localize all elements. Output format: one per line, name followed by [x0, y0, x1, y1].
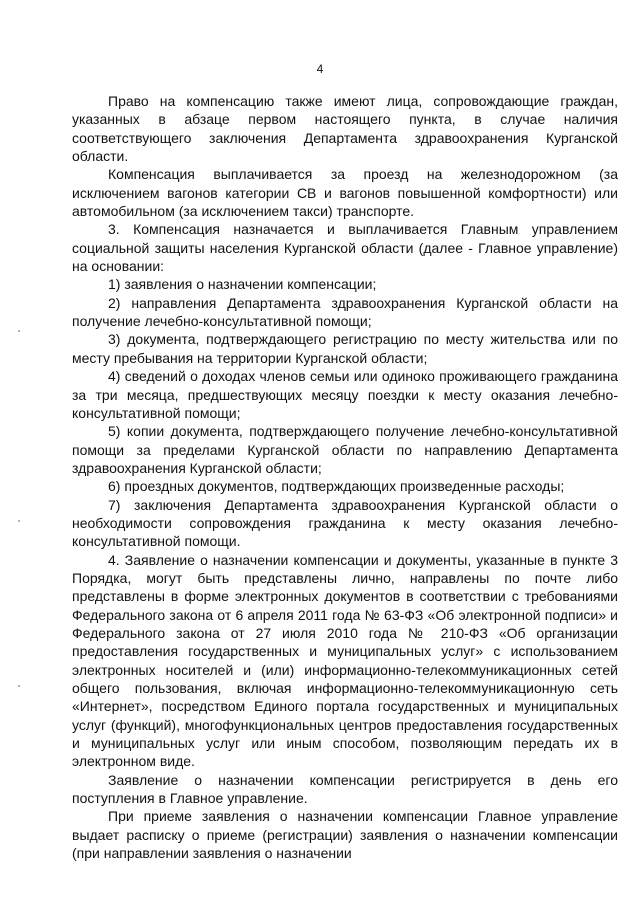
list-item-7: 7) заключения Департамента здравоохранения Курганской области о необходимости сопровождения гражданина к месту оказания лечебно-консультативной помощи. [72, 496, 618, 550]
list-item-6: 6) проездных документов, подтверждающих произведенные расходы; [108, 478, 565, 495]
paragraph-clause-4: 4. Заявление о назначении компенсации и документы, указанные в пункте 3 Порядка, могут быть представлены лично, направлены по почте либо представлены в форме электронных документов в соответствии с требованиями Федерального закона от 6 апреля 2011 года № 63-ФЗ «Об электронной подписи» и Федерального закона от 27 июля 2010 года № 210-ФЗ «Об организации предоставления государственных и муниципальных услуг» с использованием электронных носителей и (или) информационно-телекоммуникационных сетей общего пользования, включая информационно-телекоммуникационную сеть «Интернет», посредством Единого портала государственных и муниципальных услуг (функций), многофункциональных центров предоставления государственных и муниципальных услуг или иным способом, позволяющим передать их в электронном виде. [72, 551, 618, 770]
paragraph-clause-3: 3. Компенсация назначается и выплачивается Главным управлением социальной защиты населения Курганской области (далее - Главное управление) на основании: [72, 221, 618, 275]
scan-speck [18, 685, 20, 687]
page-number: 4 [316, 62, 324, 76]
paragraph-registration: Заявление о назначении компенсации регистрируется в день его поступления в Главное управление. [72, 771, 618, 807]
paragraph-transport-types: Компенсация выплачивается за проезд на железнодорожном (за исключением вагонов категории СВ и вагонов повышенной комфортности) или автомобильном (за исключением такси) транспорте. [72, 166, 618, 220]
scan-speck [18, 330, 20, 332]
paragraph-escort-right: Право на компенсацию также имеют лица, сопровождающие граждан, указанных в абзаце первом настоящего пункта, в случае наличия соответствующего заключения Департамента здравоохранения Курганской области. [72, 93, 618, 165]
list-item-2: 2) направления Департамента здравоохранения Курганской области на получение лечебно-консультативной помощи; [72, 294, 618, 330]
scan-speck [18, 520, 20, 522]
list-item-5: 5) копии документа, подтверждающего получение лечебно-консультативной помощи за пределами Курганской области по направлению Департамента здравоохранения Курганской области; [72, 423, 618, 476]
list-item-4: 4) сведений о доходах членов семьи или одиноко проживающего гражданина за три месяца, предшествующих месяцу поездки к месту оказания лечебно-консультативной помощи; [72, 368, 618, 421]
list-item-3: 3) документа, подтверждающего регистрацию по месту жительства или по месту пребывания на территории Курганской области; [72, 331, 618, 366]
paragraph-receipt: При приеме заявления о назначении компенсации Главное управление выдает расписку о приеме (регистрации) заявления о назначении компенсации (при направлении заявления о назначении [72, 808, 618, 862]
document-body [72, 92, 618, 862]
list-item-1: 1) заявления о назначении компенсации; [108, 276, 377, 293]
